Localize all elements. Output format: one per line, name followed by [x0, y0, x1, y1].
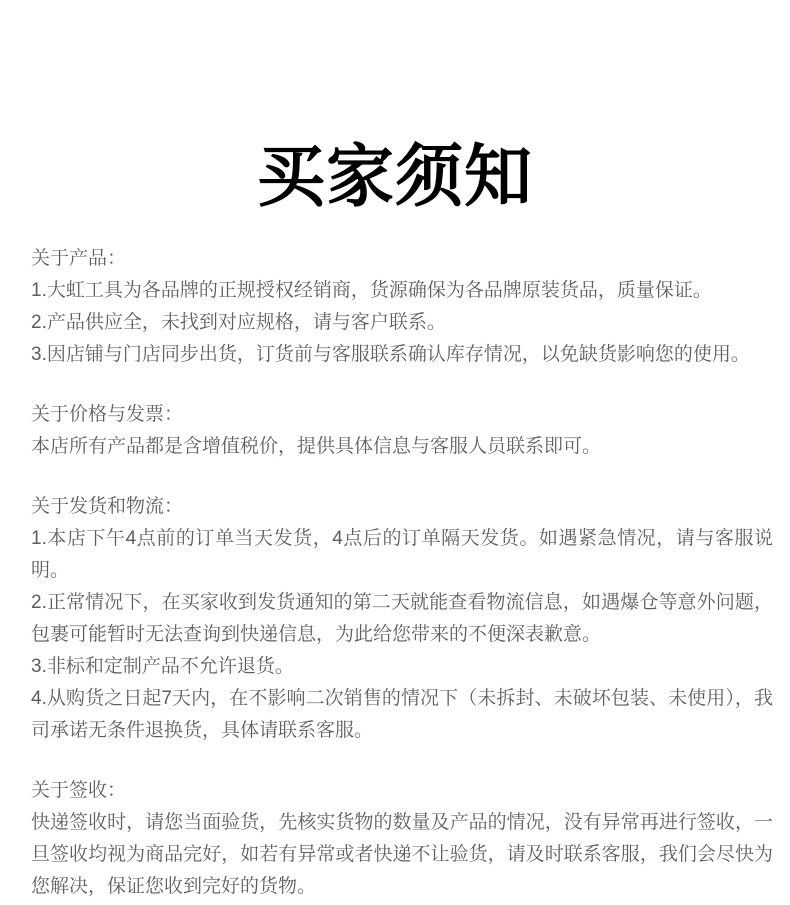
section-heading-price-invoice: 关于价格与发票： — [31, 404, 184, 425]
notice-line: 3.非标和定制产品不允许退货。 — [31, 656, 294, 677]
notice-line: 3.因店铺与门店同步出货，订货前与客服联系确认库存情况，以免缺货影响您的使用。 — [31, 344, 750, 365]
section-heading-products: 关于产品： — [31, 248, 127, 269]
section-lines-receipt-signing — [31, 807, 773, 903]
page-title: 买家须知 — [256, 138, 533, 215]
page-title-container — [0, 92, 790, 261]
notice-line: 1.本店下午4点前的订单当天发货，4点后的订单隔天发货。如遇紧急情况，请与客服说明。 — [31, 528, 773, 581]
section-shipping-logistics — [31, 491, 773, 747]
section-lines-products — [31, 275, 773, 371]
notice-line: 2.产品供应全，未找到对应规格，请与客户联系。 — [31, 312, 446, 333]
notice-line: 1.大虹工具为各品牌的正规授权经销商，货源确保为各品牌原装货品，质量保证。 — [31, 280, 712, 301]
notice-content — [31, 243, 773, 903]
section-receipt-signing — [31, 775, 773, 903]
notice-line: 本店所有产品都是含增值税价，提供具体信息与客服人员联系即可。 — [31, 436, 602, 457]
section-products — [31, 243, 773, 371]
notice-line: 2.正常情况下，在买家收到发货通知的第二天就能查看物流信息，如遇爆仓等意外问题，包裹可能暂时无法查询到快递信息，为此给您带来的不便深表歉意。 — [31, 592, 773, 645]
section-heading-receipt-signing: 关于签收： — [31, 780, 127, 801]
section-heading-shipping-logistics: 关于发货和物流： — [31, 496, 184, 517]
notice-line: 4.从购货之日起7天内，在不影响二次销售的情况下（未拆封、未破坏包装、未使用），我司承诺无条件退换货，具体请联系客服。 — [31, 688, 773, 741]
section-lines-shipping-logistics — [31, 523, 773, 747]
section-price-invoice — [31, 399, 773, 463]
notice-line: 快递签收时，请您当面验货，先核实货物的数量及产品的情况，没有异常再进行签收，一旦签收均视为商品完好，如若有异常或者快递不让验货，请及时联系客服，我们会尽快为您解决，保证您收到完好的货物。 — [31, 812, 773, 897]
section-lines-price-invoice — [31, 431, 773, 463]
